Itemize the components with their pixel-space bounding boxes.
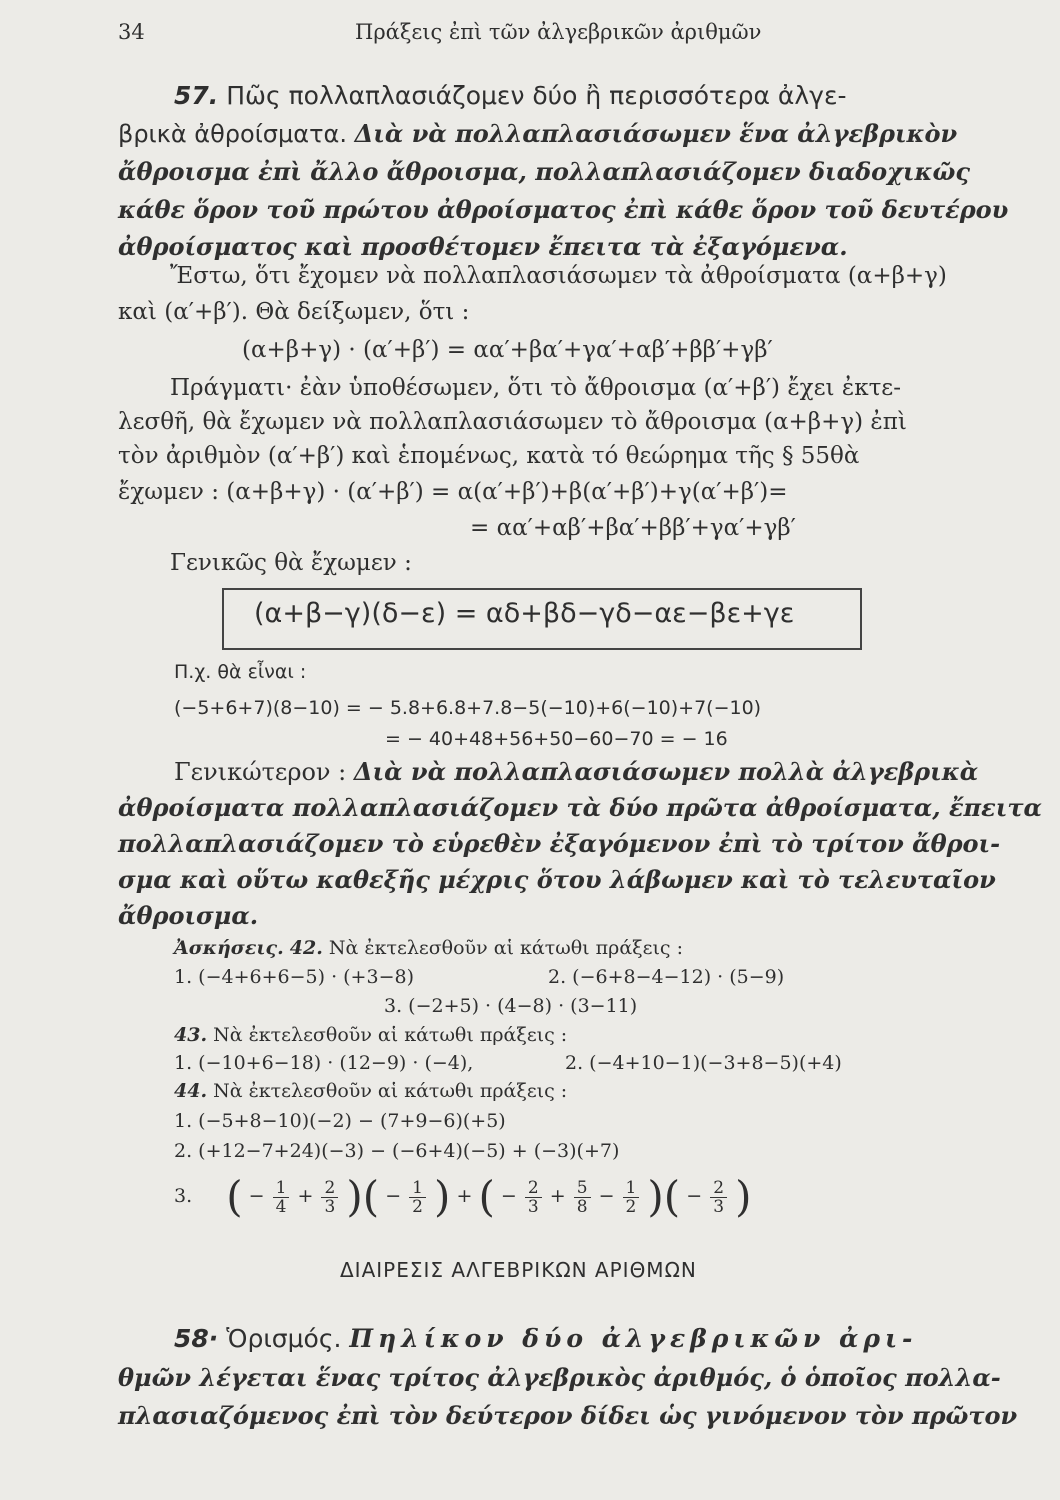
example-label: Π.χ. θὰ εἶναι : (174, 661, 307, 683)
sign: + (297, 1185, 314, 1207)
definition-text-1: Πηλίκον δύο ἀλγεβρικῶν ἀρι- (349, 1324, 918, 1353)
denominator: 2 (412, 1196, 423, 1217)
heading-line-2-text: βρικὰ ἀθροίσματα. (118, 120, 348, 148)
open-paren: ( (663, 1172, 681, 1221)
general2-label: Γενικώτερον : (174, 758, 347, 786)
section-57-heading (174, 78, 847, 114)
para-2-line-3: τὸν ἀριθμὸν (α′+β′) καὶ ἑπομένως, κατὰ τό θεώρημα τῆς § 55θὰ (118, 443, 860, 469)
fraction (321, 1179, 338, 1216)
sign: − (385, 1185, 402, 1207)
rule-line-3: ἄθροισμα ἐπὶ ἄλλο ἄθροισμα, πολλαπλασιάζομεν διαδοχικῶς (118, 157, 970, 186)
para-1-line-1: Ἔστω, ὅτι ἔχομεν νὰ πολλαπλασιάσωμεν τὰ ἀθροίσματα (α+β+γ) (170, 263, 947, 289)
sign: − (248, 1185, 265, 1207)
rule-2-line-1-text: Διὰ νὰ πολλαπλασιάσωμεν πολλὰ ἀλγεβρικὰ (353, 757, 979, 786)
definition-line-2: θμῶν λέγεται ἕνας τρίτος ἀλγεβρικὸς ἀριθμός, ὁ ὁποῖος πολλα- (118, 1363, 1001, 1392)
exercises-label: Ἀσκήσεις. (174, 937, 284, 959)
definition-line-3: πλασιαζόμενος ἐπὶ τὸν δεύτερον δίδει ὡς γινόμενον τὸν πρῶτον (118, 1401, 1018, 1430)
denominator: 3 (527, 1196, 539, 1217)
rule-line-2: Διὰ νὰ πολλαπλασιάσωμεν ἕνα ἀλγεβρικὸν (354, 119, 958, 148)
exercise-43-item-2: 2. (−4+10−1)(−3+8−5)(+4) (565, 1052, 842, 1074)
rule-2-line-5: ἄθροισμα. (118, 901, 259, 930)
sign: + (549, 1185, 566, 1207)
exercise-44-item-2: 2. (+12−7+24)(−3) − (−6+4)(−5) + (−3)(+7) (174, 1140, 620, 1162)
para-1-line-2: καὶ (α′+β′). Θὰ δείξωμεν, ὅτι : (118, 299, 470, 325)
exercise-43-number: 43. (174, 1024, 208, 1046)
para-2-line-4: ἔχωμεν : (α+β+γ) · (α′+β′) = α(α′+β′)+β(α′+β′)+γ(α′+β′)= (118, 479, 788, 505)
numerator: 1 (409, 1179, 426, 1198)
close-paren: ) (434, 1172, 451, 1221)
fraction (710, 1179, 727, 1216)
numerator: 1 (623, 1179, 640, 1198)
para-2-line-2: λεσθῆ, θὰ ἔχωμεν νὰ πολλαπλασιάσωμεν τὸ ἄθροισμα (α+β+γ) ἐπὶ (118, 409, 907, 435)
open-paren: ( (478, 1172, 495, 1221)
sign: − (686, 1185, 703, 1207)
exercise-44-header (174, 1080, 567, 1102)
fraction (525, 1179, 542, 1216)
exercise-43-text: Νὰ ἐκτελεσθοῦν αἱ κάτωθι πράξεις : (213, 1024, 568, 1046)
exercise-43-header (174, 1024, 567, 1046)
section-number: 57. (174, 81, 219, 110)
heading-line-1: Πῶς πολλαπλασιάζομεν δύο ἢ περισσότερα ἀλγε- (226, 81, 847, 110)
denominator: 3 (713, 1196, 725, 1217)
rule-2-line-2: ἀθροίσματα πολλαπλασιάζομεν τὰ δύο πρῶτα ἀθροίσματα, ἔπειτα (118, 793, 1042, 822)
exercise-42-number: 42. (289, 937, 323, 959)
denominator: 8 (576, 1196, 588, 1217)
example-line-2: = − 40+48+56+50−60−70 = − 16 (385, 728, 728, 750)
rule-2-line-1 (174, 754, 978, 790)
para-2-line-5: = αα′+αβ′+βα′+ββ′+γα′+γβ′ (470, 515, 796, 541)
exercise-44-number: 44. (174, 1080, 208, 1102)
exercise-43-item-1: 1. (−10+6−18) · (12−9) · (−4), (174, 1052, 474, 1074)
fraction (574, 1179, 591, 1216)
heading-line-2 (118, 116, 957, 152)
open-paren: ( (226, 1172, 243, 1221)
exercise-44-item-1: 1. (−5+8−10)(−2) − (7+9−6)(+5) (174, 1110, 506, 1132)
close-paren: ) (647, 1172, 664, 1221)
denominator: 2 (625, 1196, 637, 1217)
sign: − (500, 1185, 517, 1207)
item-3-number: 3. (174, 1185, 193, 1207)
page-number: 34 (118, 20, 145, 44)
exercise-42-item-2: 2. (−6+8−4−12) · (5−9) (548, 966, 785, 988)
para-2-line-1: Πράγματι· ἐὰν ὑποθέσωμεν, ὅτι τὸ ἄθροισμα (α′+β′) ἔχει ἐκτε- (170, 375, 901, 401)
close-paren: ) (346, 1172, 363, 1221)
sign: − (598, 1185, 615, 1207)
exercise-44-item-3 (174, 1166, 751, 1227)
section-title: ΔΙΑΙΡΕΣΙΣ ΑΛΓΕΒΡΙΚΩΝ ΑΡΙΘΜΩΝ (340, 1258, 697, 1282)
exercise-42-text: Νὰ ἐκτελεσθοῦν αἱ κάτωθι πράξεις : (328, 937, 683, 959)
boxed-formula: (α+β−γ)(δ−ε) = αδ+βδ−γδ−αε−βε+γε (254, 598, 795, 629)
numerator: 2 (321, 1179, 338, 1198)
rule-line-4: κάθε ὅρον τοῦ πρώτου ἀθροίσματος ἐπὶ κάθε ὅρον τοῦ δευτέρου (118, 195, 1009, 224)
exercise-42-item-1: 1. (−4+6+6−5) · (+3−8) (174, 966, 414, 988)
fraction (273, 1179, 290, 1216)
fraction (409, 1179, 426, 1216)
close-paren: ) (735, 1172, 752, 1221)
numerator: 2 (525, 1179, 542, 1198)
rule-2-line-4: σμα καὶ οὕτω καθεξῆς μέχρις ὅτου λάβωμεν καὶ τὸ τελευταῖον (118, 865, 996, 894)
exercise-44-text: Νὰ ἐκτελεσθοῦν αἱ κάτωθι πράξεις : (213, 1080, 568, 1102)
rule-2-line-3: πολλαπλασιάζομεν τὸ εὑρεθὲν ἐξαγόμενον ἐπὶ τὸ τρίτον ἄθροι- (118, 829, 1001, 858)
definition-term: Ὁρισμός. (226, 1324, 342, 1353)
general-label: Γενικῶς θὰ ἔχωμεν : (170, 550, 412, 576)
exercise-42-item-3: 3. (−2+5) · (4−8) · (3−11) (384, 995, 638, 1017)
example-line-1: (−5+6+7)(8−10) = − 5.8+6.8+7.8−5(−10)+6(−10)+7(−10) (174, 697, 762, 719)
denominator: 4 (275, 1196, 287, 1217)
numerator: 2 (710, 1179, 727, 1198)
numerator: 5 (574, 1179, 591, 1198)
running-title: Πράξεις ἐπὶ τῶν ἀλγεβρικῶν ἀριθμῶν (355, 20, 762, 44)
fraction (623, 1179, 640, 1216)
numerator: 1 (273, 1179, 290, 1198)
definition-line-1 (174, 1321, 917, 1357)
denominator: 3 (324, 1196, 336, 1217)
sign: + (456, 1185, 473, 1207)
rule-line-5: ἀθροίσματος καὶ προσθέτομεν ἔπειτα τὰ ἐξαγόμενα. (118, 232, 848, 261)
exercise-42-header (174, 937, 683, 959)
formula-box (222, 588, 862, 650)
equation-1: (α+β+γ) · (α′+β′) = αα′+βα′+γα′+αβ′+ββ′+γβ′ (242, 337, 773, 363)
open-paren: ( (362, 1172, 380, 1221)
section-58-number: 58· (174, 1324, 219, 1353)
